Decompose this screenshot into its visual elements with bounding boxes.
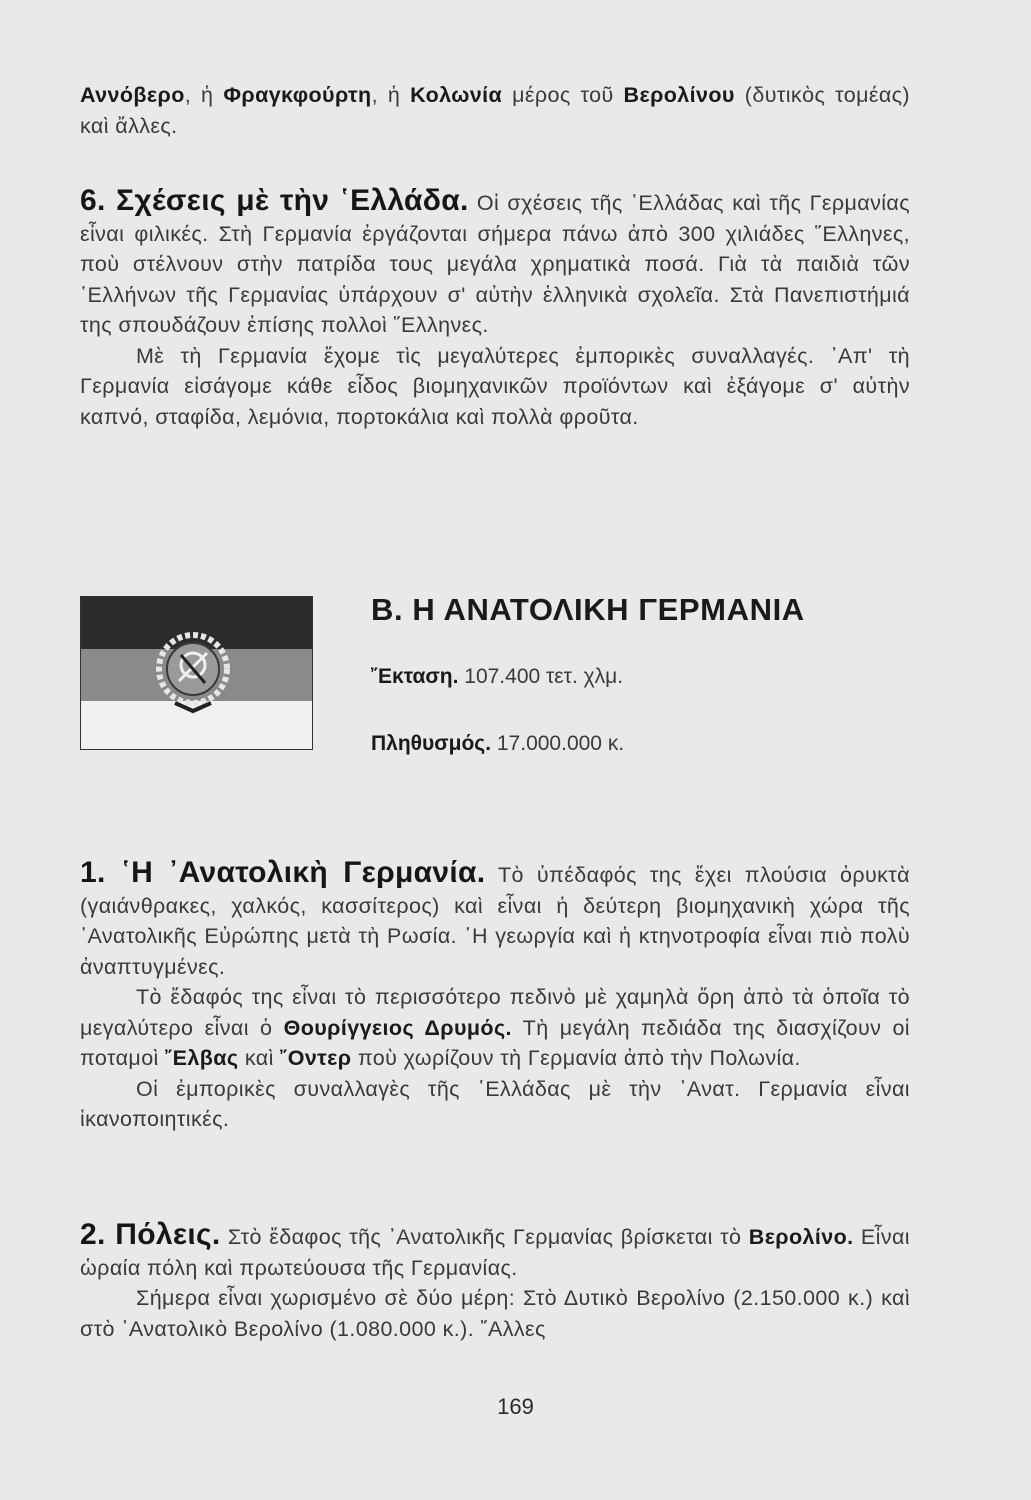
river-oder: ῎Οντερ: [280, 1046, 352, 1070]
text-run: , ἡ: [184, 83, 224, 107]
text-run: Τὴ μεγάλη πεδιάδα της διασχίζουν οἱ ποταμοὶ: [80, 1015, 910, 1070]
paragraph-trade-relations: Οἱ ἐμπορικὲς συναλλαγὲς τῆς ῾Ελλάδας μὲ τὴν ᾿Ανατ. Γερμανία εἶναι ἱκανοποιητικές.: [80, 1076, 910, 1131]
population-value: 17.000.000 κ.: [491, 732, 625, 755]
text-run: Στὸ ἔδαφος τῆς ᾿Ανατολικῆς Γερμανίας βρίσκεται τὸ: [220, 1225, 749, 1249]
east-germany-flag: [80, 596, 313, 750]
paragraph-berlin-division: Σήμερα εἶναι χωρισμένο σὲ δύο μέρη: Στὸ Δυτικὸ Βερολίνο (2.150.000 κ.) καὶ στὸ ᾿Ανατολικὸ Βερολίνο (1.080.000 κ.). ῎Αλλες: [80, 1286, 910, 1341]
paragraph-text: Οἱ σχέσεις τῆς ῾Ελλάδας καὶ τῆς Γερμανίας εἶναι φιλικές. Στὴ Γερμανία ἐργάζονται σήμερα πάνω ἀπὸ 300 χιλιάδες ῞Ελληνες, ποὺ στέλνουν στὴν πατρίδα τους μεγάλα χρηματικὰ ποσά. Γιὰ τὰ παιδιὰ τῶν ῾Ελλήνων τῆς Γερμανίας ὑπάρχουν σ' αὐτὴν ἑλληνικὰ σχολεῖα. Στὰ Πανεπιστήμιά της σπουδάζουν ἐπίσης πολλοὶ ῞Ελληνες.: [80, 191, 911, 337]
section-cities: [80, 1220, 910, 1344]
area-value: 107.400 τετ. χλμ.: [458, 665, 624, 688]
population-fact: [371, 732, 624, 756]
city-berlin: Βερολίνου: [623, 83, 735, 107]
city-berlin-capital: Βερολίνο.: [748, 1225, 854, 1249]
section-heading: 1. ῾Η ᾿Ανατολικὴ Γερμανία.: [80, 856, 486, 889]
text-run: , ἡ: [371, 83, 411, 107]
section-east-germany: [80, 858, 910, 1135]
thuringian-forest: Θουρίγγειος Δρυμός.: [283, 1015, 512, 1040]
section-relations-greece: [80, 186, 910, 432]
section-title-east-germany: Β. Η ΑΝΑΤΟΛΙΚΗ ΓΕΡΜΑΝΙΑ: [371, 592, 805, 627]
city-koln: Κολωνία: [410, 83, 503, 107]
paragraph-trade: Μὲ τὴ Γερμανία ἔχομε τὶς μεγαλύτερες ἐμπορικὲς συναλλαγές. ᾿Απ' τὴ Γερμανία εἰσάγομε κάθε εἶδος βιομηχανικῶν προϊόντων καὶ ἐξάγομε σ' αὐτὴν καπνό, σταφίδα, λεμόνια, πορτοκάλια καὶ πολλὰ φροῦτα.: [80, 343, 910, 429]
flag-stripe-top: [81, 597, 313, 649]
population-label: Πληθυσμός.: [371, 732, 492, 755]
paragraph-terrain: [80, 982, 910, 1074]
section-heading: 6. Σχέσεις μὲ τὴν ῾Ελλάδα.: [80, 184, 469, 217]
flag-graphic: [81, 597, 313, 750]
area-fact: [371, 665, 623, 689]
text-run: Εἶναι ὡραία πόλη καὶ πρωτεύουσα τῆς Γερμανίας.: [80, 1225, 910, 1280]
area-label: ῎Εκταση.: [371, 665, 459, 688]
page-number: 169: [497, 1394, 534, 1419]
text-run: μέρος τοῦ: [502, 83, 624, 107]
text-run: ποὺ χωρίζουν τὴ Γερμανία ἀπὸ τὴν Πολωνία.: [351, 1046, 801, 1070]
city-frankfurt: Φραγκφούρτη: [223, 83, 372, 107]
text-run: καὶ: [238, 1046, 281, 1070]
continuation-paragraph: [80, 80, 910, 141]
section-heading: 2. Πόλεις.: [80, 1218, 221, 1251]
city-hannover: Αννόβερο: [80, 83, 185, 107]
text-run: Τὸ ἔδαφός της εἶναι τὸ περισσότερο πεδινὸ μὲ χαμηλὰ ὄρη ἀπὸ τὰ ὁποῖα τὸ μεγαλύτερο εἶναι ὁ: [80, 985, 910, 1040]
paragraph-text: Τὸ ὑπέδαφός της ἔχει πλούσια ὀρυκτὰ (γαιάνθρακες, χαλκός, κασσίτερος) καὶ εἶναι ἡ δεύτερη βιομηχανικὴ χώρα τῆς ᾿Ανατολικῆς Εὐρώπης μετὰ τὴ Ρωσία. ῾Η γεωργία καὶ ἡ κτηνοτροφία εἶναι πιὸ πολὺ ἀναπτυγμένες.: [80, 863, 910, 979]
text-run: (δυτικὸς τομέας) καὶ ἄλλες.: [80, 83, 910, 138]
river-elbe: ῎Ελβας: [165, 1046, 239, 1070]
